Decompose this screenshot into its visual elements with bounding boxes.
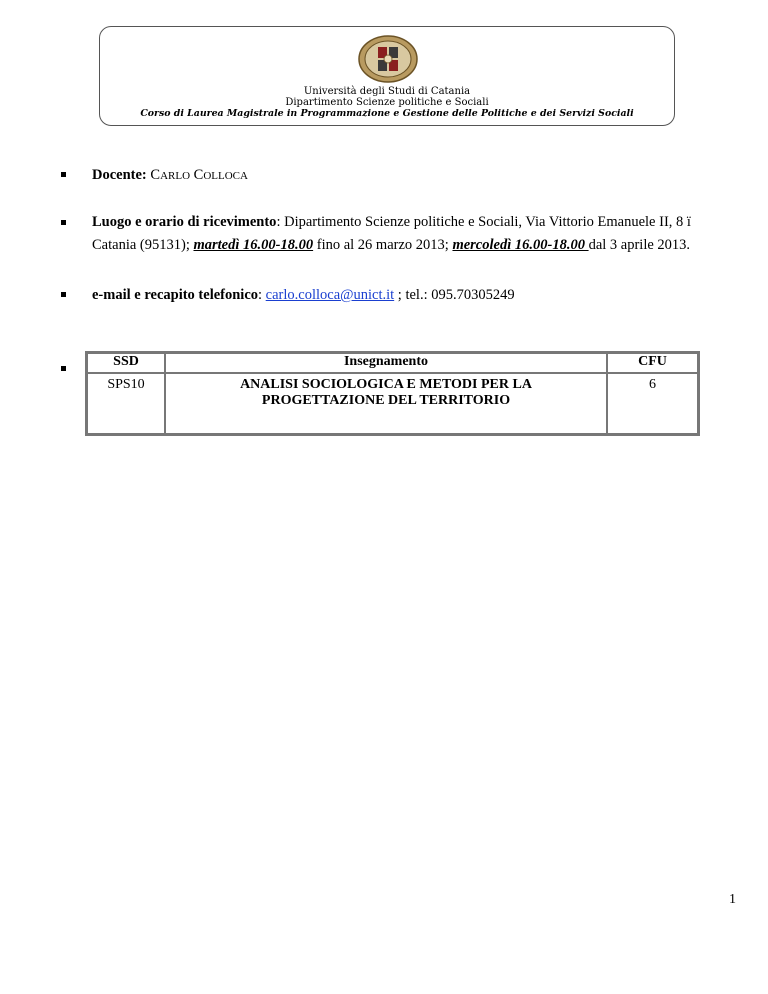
ricevimento-line-1 bbox=[92, 213, 691, 231]
contatti-line bbox=[92, 286, 515, 304]
ricevimento-address: : Dipartimento Scienze politiche e Sociali, Via Vittorio Emanuele II, 8 ï bbox=[276, 214, 691, 230]
orario-martedi: martedì 16.00-18.00 bbox=[193, 237, 314, 253]
header-insegnamento: Insegnamento bbox=[165, 353, 607, 373]
bullet-table bbox=[61, 366, 66, 371]
cell-ssd: SPS10 bbox=[87, 373, 165, 434]
ricevimento-label: Luogo e orario di ricevimento bbox=[92, 214, 277, 230]
cell-insegnamento bbox=[165, 373, 607, 434]
insegnamento-line-2: PROGETTAZIONE DEL TERRITORIO bbox=[261, 393, 511, 408]
header-cfu: CFU bbox=[607, 353, 698, 373]
department-name: Dipartimento Scienze politiche e Sociali bbox=[285, 97, 489, 108]
ricevimento-from: dal 3 aprile 2013. bbox=[588, 237, 691, 253]
docente-label: Docente: bbox=[92, 167, 147, 183]
table-row bbox=[87, 373, 698, 434]
ricevimento-until: fino al 26 marzo 2013; bbox=[313, 237, 453, 253]
insegnamento-line-1: ANALISI SOCIOLOGICA E METODI PER LA bbox=[240, 377, 532, 392]
letterhead bbox=[99, 26, 675, 126]
course-table bbox=[85, 351, 700, 436]
bullet-docente bbox=[61, 172, 66, 177]
bullet-ricevimento bbox=[61, 220, 66, 225]
header-ssd: SSD bbox=[87, 353, 165, 373]
bullet-contatti bbox=[61, 292, 66, 297]
ricevimento-city: Catania (95131); bbox=[92, 237, 194, 253]
table-header-row bbox=[87, 353, 698, 373]
email-link[interactable]: carlo.colloca@unict.it bbox=[265, 287, 395, 303]
contatti-colon: : bbox=[258, 287, 266, 303]
cell-cfu: 6 bbox=[607, 373, 698, 434]
university-name: Università degli Studi di Catania bbox=[303, 86, 471, 97]
telefono: ; tel.: 095.70305249 bbox=[394, 287, 515, 303]
ricevimento-line-2 bbox=[92, 236, 690, 254]
university-seal-icon bbox=[358, 35, 418, 83]
course-name: Corso di Laurea Magistrale in Programmazione e Gestione delle Politiche e dei Servizi Sociali bbox=[140, 108, 634, 119]
docente-line bbox=[92, 166, 248, 185]
orario-mercoledi: mercoledì 16.00-18.00 bbox=[452, 237, 589, 253]
contatti-label: e-mail e recapito telefonico bbox=[92, 287, 259, 303]
docente-name: CARLO COLLOCA bbox=[150, 167, 248, 183]
page-number: 1 bbox=[729, 892, 736, 907]
